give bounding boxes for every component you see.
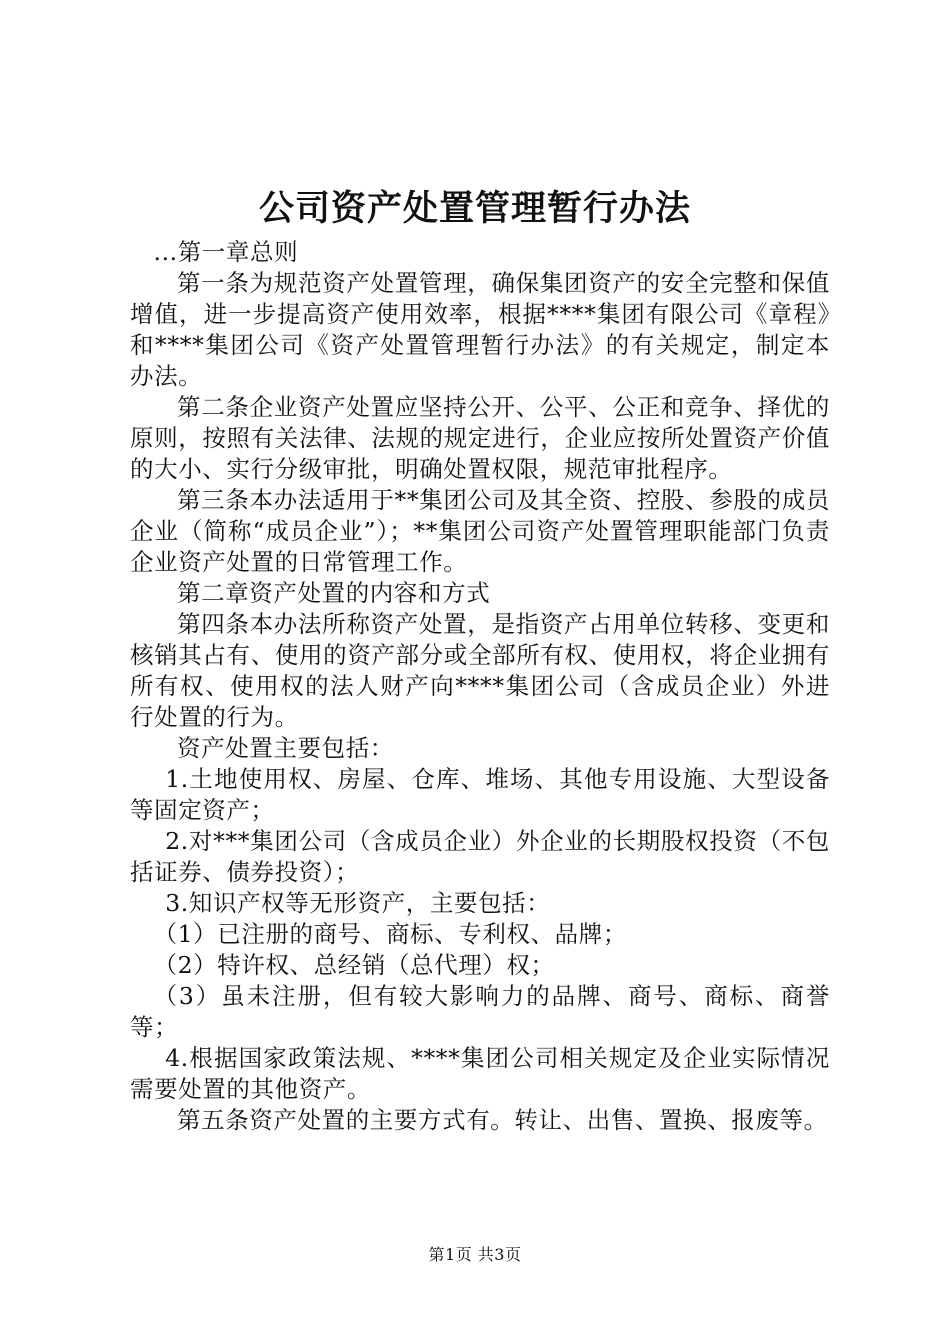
sub-list-item: （3）虽未注册，但有较大影响力的品牌、商号、商标、商誉等； <box>130 982 830 1041</box>
chapter-heading: ...第一章总则 <box>153 238 299 266</box>
article-paragraph: 第三条本办法适用于**集团公司及其全资、控股、参股的成员企业（简称“成员企业”）；**集团公司资产处置管理职能部门负责企业资产处置的日常管理工作。 <box>130 486 830 576</box>
list-item: 4.根据国家政策法规、****集团公司相关规定及企业实际情况需要处置的其他资产。 <box>130 1044 830 1103</box>
list-item: 1.土地使用权、房屋、仓库、堆场、其他专用设施、大型设备等固定资产； <box>130 765 830 824</box>
sub-list-item: （1）已注册的商号、商标、专利权、品牌； <box>153 920 627 948</box>
page-footer: 第1页 共3页 <box>428 1245 522 1264</box>
list-item: 3.知识产权等无形资产，主要包括： <box>165 889 551 917</box>
document-body <box>130 237 830 1136</box>
chapter-heading: 第二章资产处置的内容和方式 <box>177 579 491 607</box>
list-intro: 资产处置主要包括： <box>177 734 394 762</box>
sub-list-item: （2）特许权、总经销（总代理）权； <box>153 951 555 979</box>
article-paragraph: 第一条为规范资产处置管理，确保集团资产的安全完整和保值增值，进一步提高资产使用效率，根据****集团有限公司《章程》和****集团公司《资产处置管理暂行办法》的有关规定，制定本办法。 <box>130 269 830 390</box>
list-item: 2.对***集团公司（含成员企业）外企业的长期股权投资（不包括证券、债券投资）； <box>130 827 830 886</box>
article-paragraph: 第四条本办法所称资产处置，是指资产占用单位转移、变更和核销其占有、使用的资产部分或全部所有权、使用权，将企业拥有所有权、使用权的法人财产向****集团公司（含成员企业）外进行处置的行为。 <box>130 610 830 731</box>
article-paragraph: 第五条资产处置的主要方式有。转让、出售、置换、报废等。 <box>177 1106 828 1134</box>
document-title: 公司资产处置管理暂行办法 <box>258 188 691 229</box>
article-paragraph: 第二条企业资产处置应坚持公开、公平、公正和竞争、择优的原则，按照有关法律、法规的规定进行，企业应按所处置资产价值的大小、实行分级审批，明确处置权限，规范审批程序。 <box>130 393 830 483</box>
